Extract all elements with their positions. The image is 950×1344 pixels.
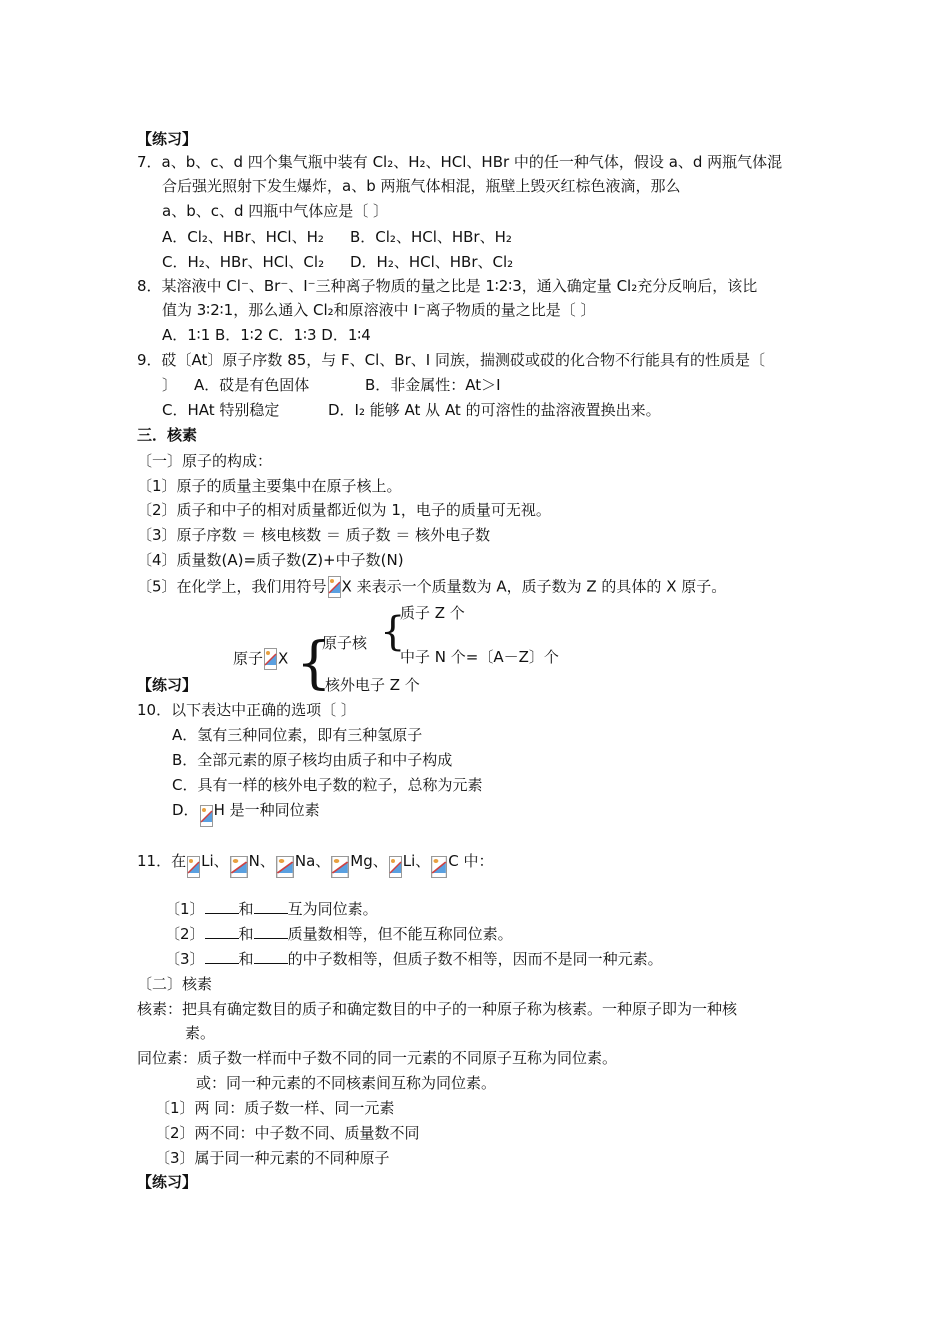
diagram-atom-root	[233, 648, 288, 670]
q9-option-c: C．HAt 特别稳定	[162, 401, 280, 419]
q10-option-b: B．全部元素的原子核均由质子和中子构成	[172, 751, 453, 769]
q9-option-b: B．非金属性：At＞I	[365, 376, 501, 394]
q10-option-a: A．氢有三种同位素，即有三种氢原子	[172, 726, 423, 744]
q9-line1: 9．砹〔At〕原子序数 85，与 F、Cl、Br、I 同族，揣测砹或砹的化合物不行能具有的性质是〔	[137, 351, 765, 369]
q9-option-d: D．I₂ 能够 At 从 At 的可溶性的盐溶液置换出来。	[328, 401, 661, 419]
q9-line2-bracket: 〕	[162, 376, 178, 394]
q11-item-1: Li、	[201, 852, 229, 870]
answer-blank[interactable]	[254, 924, 288, 939]
diagram-electron: 核外电子 Z 个	[325, 676, 420, 694]
isotope-image-3	[276, 856, 294, 878]
q8-line2: 值为 3∶2∶1，那么通入 Cl₂和原溶液中 I⁻离子物质的量之比是〔 〕	[162, 301, 596, 319]
q7-option-b: B．Cl₂、HCl、HBr、H₂	[350, 228, 512, 246]
atom-point-5-text-a: 〔5〕在化学上，我们用符号	[137, 577, 327, 596]
diagram-neutron: 中子 N 个=〔A－Z〕个	[400, 648, 559, 666]
q11-sub-1-label: 〔1〕	[165, 900, 205, 918]
practice-heading-3: 【练习】	[137, 1173, 198, 1191]
atom-point-5-text-b: X 来表示一个质量数为 A，质子数为 Z 的具体的 X 原子。	[341, 577, 727, 596]
diagram-proton: 质子 Z 个	[400, 604, 465, 622]
hydrogen-isotope-image	[200, 805, 213, 827]
nuclide-def-2: 素。	[185, 1024, 216, 1042]
q11-sub-2	[165, 924, 513, 944]
q7-line2: 合后强光照射下发生爆炸，a、b 两瓶气体相混，瓶壁上毁灭红棕色液滴，那么	[162, 177, 681, 195]
isotope-symbol-image	[328, 576, 341, 598]
diagram-brace-outer: {	[296, 631, 332, 696]
atom-point-1: 〔1〕原子的质量主要集中在原子核上。	[137, 477, 402, 495]
isotope-image-1	[187, 856, 200, 878]
q11-sub-2-text: 质量数相等，但不能互称同位素。	[287, 925, 513, 943]
q9-option-a: A．砹是有色固体	[194, 376, 310, 394]
q11-item-6: C 中：	[448, 852, 494, 870]
diagram-root-label: 原子	[233, 649, 264, 668]
isotope-image-6	[431, 856, 447, 878]
atom-point-2: 〔2〕质子和中子的相对质量都近似为 1，电子的质量可无视。	[137, 501, 551, 519]
answer-blank[interactable]	[254, 949, 288, 964]
q11-item-2: N、	[248, 852, 275, 870]
answer-blank[interactable]	[205, 949, 239, 964]
q11-item-5: Li、	[402, 852, 431, 870]
q11-sub-3-and: 和	[238, 950, 254, 968]
diagram-root-x: X	[278, 649, 289, 668]
isotope-rule-2: 〔2〕两不同：中子数不同、质量数不同	[155, 1124, 420, 1142]
atom-point-4: 〔4〕质量数(A)=质子数(Z)+中子数(N)	[137, 551, 404, 569]
isotope-def-1: 同位素：质子数一样而中子数不同的同一元素的不同原子互称为同位素。	[137, 1049, 618, 1067]
q7-option-c: C．H₂、HBr、HCl、Cl₂	[162, 253, 325, 271]
isotope-rule-3: 〔3〕属于同一种元素的不同种原子	[155, 1149, 390, 1167]
isotope-image-4	[331, 856, 349, 878]
q10-option-d	[172, 800, 320, 827]
q11-sub-1-text: 互为同位素。	[287, 900, 378, 918]
section-heading: 三．核素	[137, 426, 198, 444]
q11-sub-3-text: 的中子数相等，但质子数不相等，因而不是同一种元素。	[287, 950, 663, 968]
q7-line1: 7．a、b、c、d 四个集气瓶中装有 Cl₂、H₂、HCl、HBr 中的任一种气体，假设 a、d 两瓶气体混	[137, 153, 783, 171]
q7-option-d: D．H₂、HCl、HBr、Cl₂	[350, 253, 514, 271]
q11-prefix: 11．在	[137, 852, 187, 870]
practice-heading-2: 【练习】	[137, 676, 198, 694]
diagram-brace-inner: {	[380, 609, 406, 655]
q7-option-a: A．Cl₂、HBr、HCl、H₂	[162, 228, 324, 246]
atom-title: 〔一〕原子的构成：	[137, 452, 273, 470]
q11-sub-2-and: 和	[238, 925, 254, 943]
q11-item-4: Mg、	[350, 852, 388, 870]
q11-sub-3-label: 〔3〕	[165, 950, 205, 968]
diagram-nucleus: 原子核	[322, 634, 368, 652]
nuclide-title: 〔二〕核素	[137, 975, 213, 993]
q7-line3: a、b、c、d 四瓶中气体应是〔 〕	[162, 202, 389, 220]
atom-point-5	[137, 576, 726, 598]
answer-blank[interactable]	[205, 924, 239, 939]
q10-option-d-text: H 是一种同位素	[213, 801, 320, 819]
answer-blank[interactable]	[254, 899, 288, 914]
q11-sub-1-and: 和	[238, 900, 254, 918]
q11-sub-2-label: 〔2〕	[165, 925, 205, 943]
q11-sub-1	[165, 899, 378, 919]
q11-stem	[137, 851, 494, 878]
q8-line1: 8．某溶液中 Cl⁻、Br⁻、I⁻三种离子物质的量之比是 1∶2∶3，通入确定量 Cl₂充分反响后，该比	[137, 277, 758, 295]
q10-option-d-label: D．	[172, 801, 199, 819]
isotope-rule-1: 〔1〕两 同：质子数一样、同一元素	[155, 1099, 395, 1117]
q8-options: A．1∶1 B．1∶2 C．1∶3 D．1∶4	[162, 326, 371, 344]
q10-option-c: C．具有一样的核外电子数的粒子，总称为元素	[172, 776, 483, 794]
isotope-def-2: 或：同一种元素的不同核素间互称为同位素。	[196, 1074, 497, 1092]
nuclide-def-1: 核素：把具有确定数目的质子和确定数目的中子的一种原子称为核素。一种原子即为一种核	[137, 1000, 738, 1018]
q11-item-3: Na、	[294, 852, 331, 870]
answer-blank[interactable]	[205, 899, 239, 914]
q10-stem: 10．以下表达中正确的选项〔 〕	[137, 701, 356, 719]
isotope-image-5	[389, 856, 402, 878]
q11-sub-3	[165, 949, 663, 969]
isotope-image-2	[230, 856, 248, 878]
practice-heading: 【练习】	[137, 130, 198, 148]
diagram-symbol-image	[264, 648, 277, 670]
atom-point-3: 〔3〕原子序数 ＝ 核电核数 ＝ 质子数 ＝ 核外电子数	[137, 526, 491, 544]
